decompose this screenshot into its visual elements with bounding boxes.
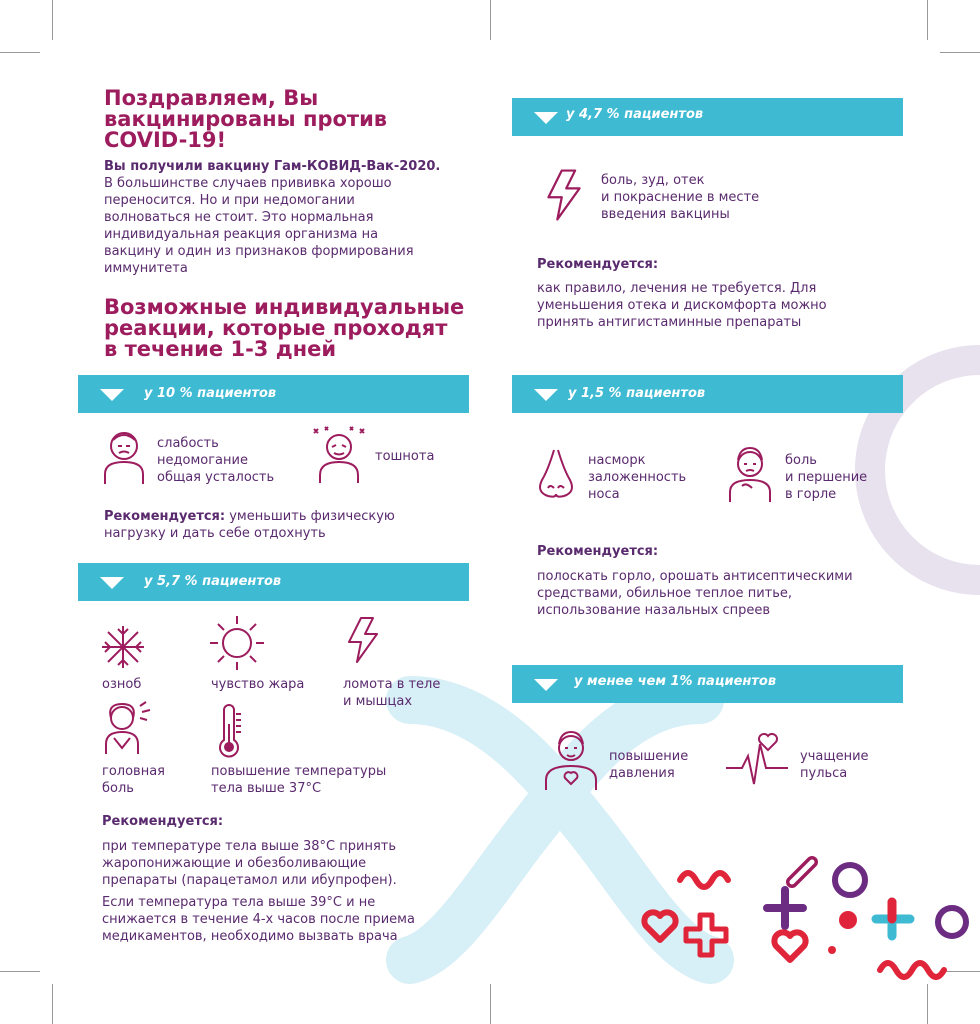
subtitle-line: в течение 1-3 дней (104, 337, 337, 361)
group-header-5-7-percent (78, 563, 469, 601)
headache-person-icon (100, 700, 152, 756)
rec-label: Рекомендуется: (102, 814, 224, 829)
intro-line: индивидуальная реакция организма на (104, 227, 379, 242)
crop-mark (940, 52, 980, 53)
rec-text: нагрузку и дать себе отдохнуть (104, 526, 326, 541)
symptom-aches (343, 676, 440, 710)
title-line: вакцинированы против (104, 107, 388, 131)
crop-mark (52, 984, 53, 1024)
rec-text: использование назальных спреев (537, 603, 771, 618)
crop-mark (927, 984, 928, 1024)
rec-text: уменьшить физическую (225, 509, 395, 524)
recommendation-group3 (537, 280, 907, 331)
nose-icon (536, 448, 576, 500)
rec-text: уменьшения отека и дискомфорта можно (537, 298, 827, 313)
symptom-weakness (157, 435, 274, 486)
symptom-chills: озноб (102, 677, 142, 692)
rec-text: Если температура тела выше 39°С и не (102, 895, 376, 910)
subtitle-line: Возможные индивидуальные (104, 295, 465, 319)
symptom-line: в горле (785, 487, 837, 502)
lightning-icon (544, 168, 584, 222)
rec-text: при температуре тела выше 38°С принять (102, 839, 397, 854)
sun-icon (208, 614, 266, 672)
symptom-line: повышение (609, 749, 689, 764)
rec-text: полоскать горло, орошать антисептическими (537, 569, 853, 584)
symptom-line: и мышцах (343, 694, 413, 709)
symptom-line: недомогание (157, 453, 248, 468)
triangle-down-icon (100, 577, 124, 589)
decorative-medical-symbols (630, 850, 980, 990)
symptom-line: введения вакцины (601, 207, 730, 222)
rec-text: как правило, лечения не требуется. Для (537, 281, 817, 296)
group-header-label: у 4,7 % пациентов (566, 107, 704, 122)
title-line: COVID-19! (104, 128, 227, 152)
symptom-line: и першение (785, 470, 868, 485)
rec-text: средствами, обильное теплое питье, (537, 586, 793, 601)
thermometer-icon (214, 704, 244, 758)
intro-line: вакцину и один из признаков формирования (104, 244, 414, 259)
crop-mark (0, 52, 40, 53)
group-header-label: у менее чем 1% пациентов (574, 674, 777, 689)
snowflake-icon (100, 624, 146, 670)
symptom-line: заложенность (588, 470, 687, 485)
recommendation-group2 (102, 838, 472, 945)
triangle-down-icon (534, 389, 558, 401)
symptom-temperature (211, 763, 386, 797)
rec-text: препараты (парацетамол или ибупрофен). (102, 873, 397, 888)
intro-bold: Вы получили вакцину Гам-КОВИД-Вак-2020. (104, 159, 441, 174)
tired-person-icon (101, 428, 147, 486)
blood-pressure-person-icon (542, 730, 600, 792)
symptom-runny-nose (588, 452, 686, 503)
symptom-line: тела выше 37°С (211, 781, 322, 796)
symptom-headache (102, 763, 165, 797)
triangle-down-icon (100, 389, 124, 401)
rec-text: принять антигистаминные препараты (537, 315, 802, 330)
symptom-line: и покраснение в месте (601, 190, 760, 205)
symptom-line: ломота в теле (343, 677, 441, 692)
symptom-line: слабость (157, 436, 219, 451)
symptom-nausea: тошнота (375, 449, 435, 464)
symptom-line: пульса (800, 766, 848, 781)
crop-mark (490, 984, 491, 1024)
symptom-line: носа (588, 487, 620, 502)
rec-label: Рекомендуется: (104, 509, 226, 524)
heartbeat-icon (724, 732, 790, 788)
recommendation-group4 (537, 568, 917, 619)
lightning-icon (345, 616, 381, 664)
symptom-sore-throat (785, 452, 867, 503)
group-header-1-5-percent (512, 375, 903, 413)
rec-text: снижается в течение 4-х часов после приема (102, 912, 415, 927)
rec-text: жаропонижающие и обезболивающие (102, 856, 367, 871)
section-subtitle (104, 297, 474, 360)
group-header-10-percent (78, 375, 469, 413)
triangle-down-icon (534, 112, 558, 124)
symptom-injection-site (601, 172, 759, 223)
subtitle-line: реакции, которые проходят (104, 316, 448, 340)
symptom-line: головная (102, 764, 165, 779)
nauseous-person-icon (310, 425, 368, 485)
rec-label: Рекомендуется: (537, 257, 659, 272)
group-header-less-1-percent (512, 665, 903, 703)
symptom-line: общая усталость (157, 470, 275, 485)
symptom-line: боль, зуд, отек (601, 173, 705, 188)
crop-mark (0, 971, 40, 972)
intro-line: переносится. Но и при недомогании (104, 193, 355, 208)
page-title (104, 88, 464, 151)
symptom-pulse (800, 748, 869, 782)
symptom-line: насморк (588, 453, 646, 468)
intro-line: волноваться не стоит. Это нормальная (104, 210, 374, 225)
recommendation-group1 (104, 508, 464, 542)
symptom-line: повышение температуры (211, 764, 387, 779)
intro-paragraph (104, 158, 464, 277)
intro-line: иммунитета (104, 261, 188, 276)
symptom-line: боль (102, 781, 134, 796)
crop-mark (52, 0, 53, 40)
symptom-line: учащение (800, 749, 869, 764)
sore-throat-person-icon (726, 446, 774, 504)
group-header-label: у 1,5 % пациентов (568, 386, 706, 401)
title-line: Поздравляем, Вы (104, 86, 319, 110)
rec-label: Рекомендуется: (537, 544, 659, 559)
group-header-4-7-percent (512, 98, 903, 136)
intro-line: В большинстве случаев прививка хорошо (104, 176, 392, 191)
rec-text: медикаментов, необходимо вызвать врача (102, 929, 398, 944)
group-header-label: у 10 % пациентов (144, 386, 277, 401)
crop-mark (490, 0, 491, 40)
triangle-down-icon (534, 679, 558, 691)
group-header-label: у 5,7 % пациентов (144, 574, 282, 589)
symptom-line: боль (785, 453, 817, 468)
crop-mark (927, 0, 928, 40)
symptom-blood-pressure (609, 748, 688, 782)
symptom-line: давления (609, 766, 675, 781)
symptom-heat: чувство жара (211, 677, 305, 692)
